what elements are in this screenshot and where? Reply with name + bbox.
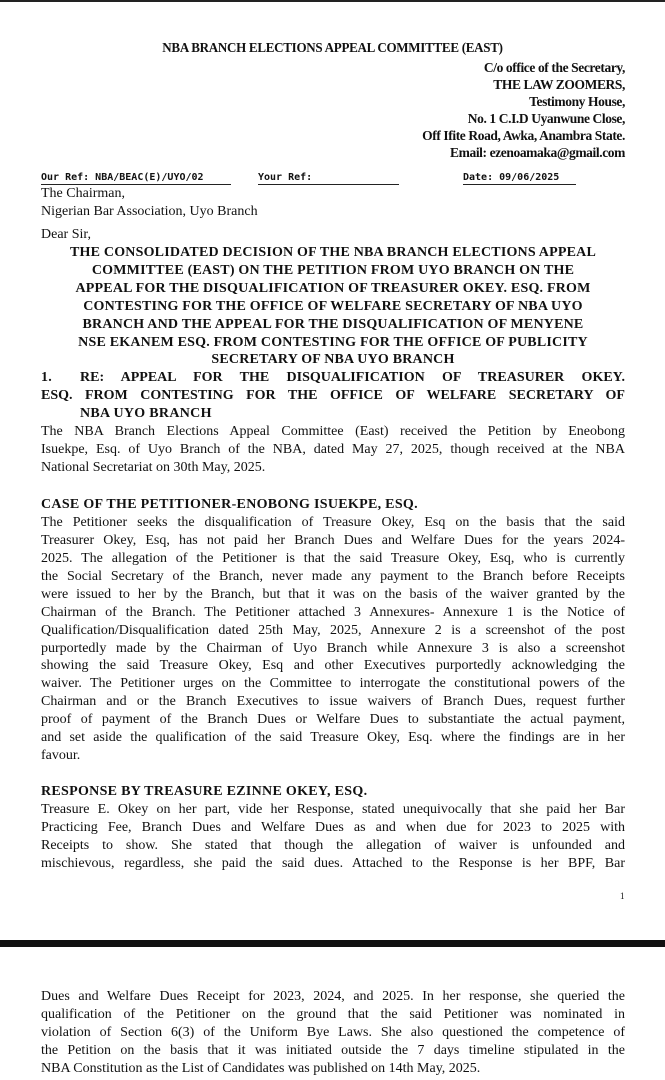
section-heading-line: RE: APPEAL FOR THE DISQUALIFICATION OF TREASURER OKEY. xyxy=(80,370,625,385)
intro-line: The NBA Branch Elections Appeal Committee (East) received the Petition by Eneobong xyxy=(41,424,625,439)
subject-line: APPEAL FOR THE DISQUALIFICATION OF TREASURER OKEY. ESQ. FROM xyxy=(75,281,591,296)
case-line: proof of payment of the Branch Dues or Welfare Dues to substantiate the actual payment, xyxy=(41,712,625,727)
your-ref-underline xyxy=(258,184,399,185)
response-line: mischievous, regardless, she paid the said dues. Attached to the Response is her BPF, Bar xyxy=(41,856,625,871)
our-ref-underline xyxy=(41,184,231,185)
page2-line: the Petition on the basis that it was initiated outside the 7 days timeline stipulated in the xyxy=(41,1043,625,1058)
section-number: 1. xyxy=(41,370,53,385)
recipient-org: Nigerian Bar Association, Uyo Branch xyxy=(41,204,258,219)
our-ref: Our Ref: NBA/BEAC(E)/UYO/02 xyxy=(41,172,204,183)
case-line: the Social Secretary of the Branch, never made any payment to the Branch before Receipts xyxy=(41,569,625,584)
case-line: and set aside the qualification of the said Treasure Okey, Esq. where the findings are in her xyxy=(41,730,625,745)
subject-line: COMMITTEE (EAST) ON THE PETITION FROM UYO BRANCH ON THE xyxy=(91,263,575,278)
top-border xyxy=(0,0,665,2)
case-line: Chairman of the Branch. The Petitioner attached 3 Annexures- Annexure 1 is the Notice of xyxy=(41,605,625,620)
case-line: purportedly made by the Chairman of Uyo Branch while Annexure 3 is also a screenshot xyxy=(41,641,625,656)
address-line: THE LAW ZOOMERS, xyxy=(493,77,625,92)
address-line: Testimony House, xyxy=(529,94,625,109)
page-number: 1 xyxy=(620,891,625,901)
subject-line: THE CONSOLIDATED DECISION OF THE NBA BRANCH ELECTIONS APPEAL xyxy=(70,245,596,260)
case-line: waiver. The Petitioner urges on the Committee to interrogate the constitutional powers of the xyxy=(41,676,625,691)
date-underline xyxy=(463,184,576,185)
case-line: Chairman and or the Branch Executives to issue waivers of Branch Dues, request further xyxy=(41,694,625,709)
your-ref: Your Ref: xyxy=(258,172,313,183)
intro-line: National Secretariat on 30th May, 2025. xyxy=(41,460,266,475)
page2-line: NBA Constitution as the List of Candidates was published on 14th May, 2025. xyxy=(41,1061,481,1076)
subject-line: NSE EKANEM ESQ. FROM CONTESTING FOR THE OFFICE OF PUBLICITY xyxy=(78,335,588,350)
response-heading: RESPONSE BY TREASURE EZINNE OKEY, ESQ. xyxy=(41,784,368,799)
subject-line: SECRETARY OF NBA UYO BRANCH xyxy=(211,352,455,367)
response-line: Receipts to show. She stated that though the allegation of waiver is unfounded and xyxy=(41,838,625,853)
salutation: Dear Sir, xyxy=(41,227,91,242)
case-line: Qualification/Disqualification dated 25th May, 2025, Annexure 2 is a screenshot of the post xyxy=(41,623,625,638)
case-heading: CASE OF THE PETITIONER-ENOBONG ISUEKPE, ESQ. xyxy=(41,497,418,512)
address-line: No. 1 C.I.D Uyanwune Close, xyxy=(467,111,625,126)
response-line: Practicing Fee, Branch Dues and Welfare Dues as and when due for 2023 to 2025 with xyxy=(41,820,625,835)
page-break-divider xyxy=(0,940,665,947)
case-line: favour. xyxy=(41,748,81,763)
case-line: showing the said Treasure Okey, Esq and other Executives purportedly acknowledging the xyxy=(41,658,625,673)
email-line: Email: ezenoamaka@gmail.com xyxy=(450,145,625,160)
subject-line: BRANCH AND THE APPEAL FOR THE DISQUALIFICATION OF MENYENE xyxy=(82,317,584,332)
recipient-title: The Chairman, xyxy=(41,186,125,201)
address-line: C/o office of the Secretary, xyxy=(483,60,625,75)
case-line: Treasurer Okey, Esq, has not paid her Branch Dues and Welfare Dues for the years 2024- xyxy=(41,533,625,548)
page2-line: Dues and Welfare Dues Receipt for 2023, 2024, and 2025. In her response, she queried the xyxy=(41,989,625,1004)
page2-line: violation of Section 6(3) of the Uniform Bye Laws. She also questioned the competence of xyxy=(41,1025,625,1040)
section-heading-line: ESQ. FROM CONTESTING FOR THE OFFICE OF WELFARE SECRETARY OF xyxy=(41,388,625,403)
case-line: 2025. The allegation of the Petitioner is that the said Treasure Okey, Esq, who is currently xyxy=(41,551,625,566)
letterhead-title: NBA BRANCH ELECTIONS APPEAL COMMITTEE (EAST) xyxy=(162,41,503,56)
case-line: The Petitioner seeks the disqualification of Treasure Okey, Esq on the basis that the said xyxy=(41,515,625,530)
case-line: were issued to her by the Branch, but that it was on the basis of the waiver granted by the xyxy=(41,587,625,602)
address-line: Off Ifite Road, Awka, Anambra State. xyxy=(422,128,625,143)
page2-line: qualification of the Petitioner on the ground that the said Petitioner was nominated in xyxy=(41,1007,625,1022)
date: Date: 09/06/2025 xyxy=(463,172,560,183)
subject-line: CONTESTING FOR THE OFFICE OF WELFARE SECRETARY OF NBA UYO xyxy=(83,299,583,314)
section-heading-line: NBA UYO BRANCH xyxy=(80,406,212,421)
response-line: Treasure E. Okey on her part, vide her Response, stated unequivocally that she paid her Bar xyxy=(41,802,625,817)
intro-line: Isuekpe, Esq. of Uyo Branch of the NBA, dated May 27, 2025, though received at the NBA xyxy=(41,442,625,457)
